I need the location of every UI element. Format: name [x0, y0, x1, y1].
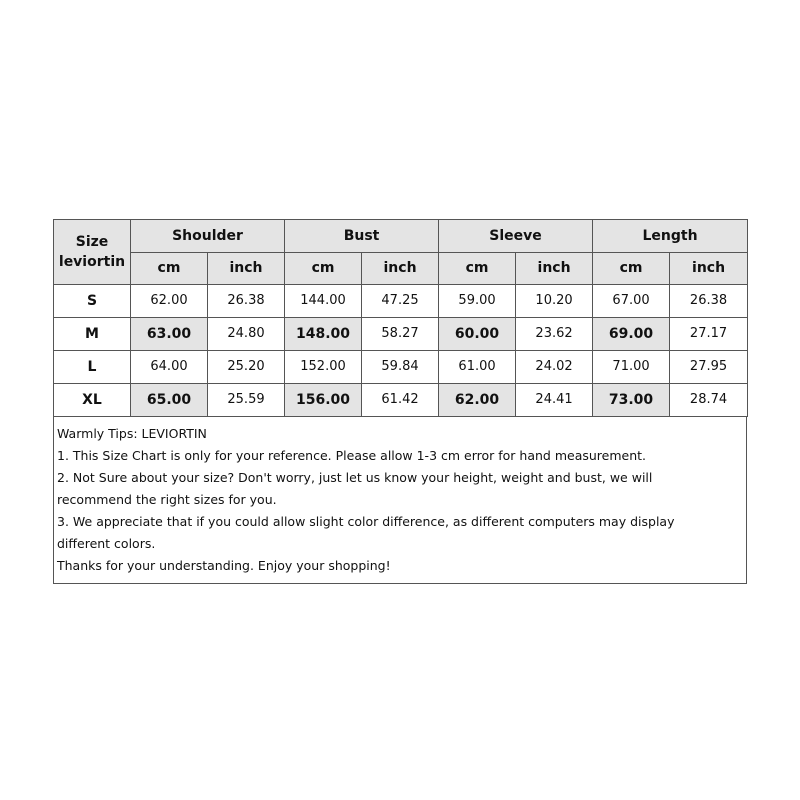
table-cell: 61.00 [439, 351, 516, 384]
tips-line-2b: recommend the right sizes for you. [57, 492, 277, 507]
table-cell: 148.00 [285, 318, 362, 351]
table-cell: 26.38 [208, 285, 285, 318]
unit-header: cm [593, 253, 670, 285]
table-cell: 63.00 [131, 318, 208, 351]
table-cell: 23.62 [516, 318, 593, 351]
unit-header: inch [362, 253, 439, 285]
tips-closing: Thanks for your understanding. Enjoy your shopping! [57, 558, 391, 573]
unit-header: cm [439, 253, 516, 285]
group-header-bust: Bust [285, 220, 439, 253]
table-cell: 59.84 [362, 351, 439, 384]
table-cell: 28.74 [670, 384, 748, 417]
group-header-length: Length [593, 220, 748, 253]
table-cell: 156.00 [285, 384, 362, 417]
unit-header: inch [670, 253, 748, 285]
group-header-shoulder: Shoulder [131, 220, 285, 253]
tips-line-3a: 3. We appreciate that if you could allow slight color difference, as different computers may display [57, 514, 675, 529]
table-cell: 47.25 [362, 285, 439, 318]
table-cell: 62.00 [439, 384, 516, 417]
table-cell: 61.42 [362, 384, 439, 417]
table-cell: 62.00 [131, 285, 208, 318]
size-header-label: Size [75, 233, 109, 250]
table-cell: 27.17 [670, 318, 748, 351]
table-cell: 144.00 [285, 285, 362, 318]
table-cell: 24.02 [516, 351, 593, 384]
table-cell: 58.27 [362, 318, 439, 351]
tips-line-2a: 2. Not Sure about your size? Don't worry, just let us know your height, weight and bust, we will [57, 470, 653, 485]
tips-box [53, 417, 747, 584]
unit-header: inch [516, 253, 593, 285]
table-cell: 25.20 [208, 351, 285, 384]
table-cell: 67.00 [593, 285, 670, 318]
tips-line-3b: different colors. [57, 536, 156, 551]
size-label: L [54, 351, 131, 384]
group-header-sleeve: Sleeve [439, 220, 593, 253]
table-cell: 27.95 [670, 351, 748, 384]
table-row [54, 351, 748, 384]
header-row-groups [54, 220, 748, 253]
size-label: XL [54, 384, 131, 417]
tips-line-1: 1. This Size Chart is only for your reference. Please allow 1-3 cm error for hand measurement. [57, 448, 647, 463]
table-cell: 59.00 [439, 285, 516, 318]
table-cell: 26.38 [670, 285, 748, 318]
table-cell: 69.00 [593, 318, 670, 351]
table-cell: 152.00 [285, 351, 362, 384]
table-cell: 65.00 [131, 384, 208, 417]
table-cell: 60.00 [439, 318, 516, 351]
table-cell: 71.00 [593, 351, 670, 384]
table-cell: 24.80 [208, 318, 285, 351]
unit-header: inch [208, 253, 285, 285]
table-cell: 25.59 [208, 384, 285, 417]
table-row [54, 384, 748, 417]
table-row [54, 318, 748, 351]
size-column-header [54, 220, 131, 285]
table-row [54, 285, 748, 318]
tips-heading: Warmly Tips: LEVIORTIN [57, 426, 207, 441]
unit-header: cm [285, 253, 362, 285]
brand-header-label: leviortin [58, 254, 126, 270]
table-cell: 64.00 [131, 351, 208, 384]
size-table [53, 219, 748, 417]
size-label: M [54, 318, 131, 351]
table-cell: 10.20 [516, 285, 593, 318]
unit-header: cm [131, 253, 208, 285]
table-cell: 73.00 [593, 384, 670, 417]
table-cell: 24.41 [516, 384, 593, 417]
header-row-units [54, 253, 748, 285]
size-label: S [54, 285, 131, 318]
size-chart [53, 219, 747, 584]
